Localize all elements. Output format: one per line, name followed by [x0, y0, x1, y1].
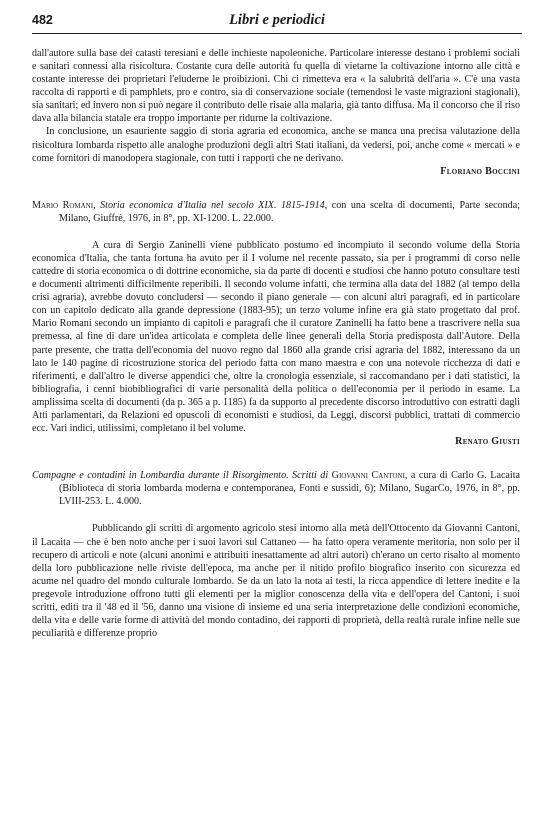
- review3-text: Pubblicando gli scritti di argomento agricolo stesi intorno alla metà dell'Ottocento da Giovanni Cantoni, il Lacaita — che è ben noto anche per i suoi lavori sul Cattaneo — ha fatto opera veramente meritoria, non solo per il recupero di articoli e note (alcuni anonimi e attribuiti inesattamente ad altri autori) ch'erano un certo risalto al momento della loro pubblicazione nelle riviste dell'epoca, ma anche per il nitido profilo biografico inserito con sicurezza ed acume nel quadro del mondo culturale lombardo. Se da un lato la nota ai testi, la ricca appendice di lettere inedite e la pregevole introduzione offrono tutti gli elementi per la miglior conoscenza della vita e dell'opera del Cantoni, i suoi scritti, editi tra il '48 ed il '56, danno una visione di insieme ed una seria interpretazione delle condizioni economiche, della vita e delle varie forme di attività del mondo contadino, dei rapporti di proprietà, della realtà rurale infine nelle sue peculiarità e differenze proprio: [32, 523, 520, 640]
- running-head: [32, 13, 522, 34]
- review1-continuation: dall'autore sulla base dei catasti teresiani e delle inchieste napoleoniche. Particolare interesse destano i problemi sociali e sanitari connessi alla risicoltura. Costante cura delle autorità fu quella di vietarne la coltivazione intorno alle città e costante interesse dei proprietari l'eluderne le proibizioni. Chi ci rimetteva era « la salubrità dell'aria ». C'è una vasta raccolta di rapporti e di pamphlets, pro e contro, sia di conservazione sociale (temendosi le vaste migrazioni stagionali), sia sanitari; ed invero non si può negare il contributo delle risaie alla malaria, già tanto diffusa. Ma il concorso che il riso dava alla bilancia statale era troppo importante per ridurne la coltivazione.: [32, 48, 520, 125]
- review2-author: Mario Romani: [32, 199, 94, 211]
- review2-title: Storia economica d'Italia nel secolo XIX. 1815-1914: [100, 199, 325, 211]
- page-number: 482: [32, 13, 53, 27]
- review3-bibliography: [32, 469, 520, 508]
- review3-author: Giovanni Cantoni: [331, 470, 405, 482]
- review1-signature: Floriano Boccini: [440, 165, 520, 177]
- review1-conclusion: In conclusione, un esauriente saggio di storia agraria ed economica, anche se manca una precisa valutazione della risicoltura lombarda rispetto alle analoghe produzioni degli altri Stati italiani, da vedersi, poi, anche come « mercati » e come fornitori di manodopera stagionale, con tutti i rapporti che ne derivano.: [32, 126, 520, 164]
- review2-signature: Renato Giusti: [455, 436, 520, 448]
- review2-bibliography: Mario Romani, Storia economica d'Italia nel secolo XIX. 1815-1914, con una scelta di documenti, Parte seconda; Milano, Giuffrè, 1976, in 8°, pp. XI-1200. L. 22.000.: [32, 199, 521, 224]
- review3-title: Campagne e contadini in Lombardia durante il Risorgimento. Scritti di: [32, 470, 329, 482]
- review3-details: , a cura di Carlo G. Lacaita (Biblioteca di storia lombarda moderna e contemporanea, Fonti e sussidi, 6); Milano, SugarCo, 1976, in 8°, pp. LVIII-253. L. 4.000.: [59, 470, 520, 508]
- review2-text: A cura di Sergio Zaninelli viene pubblicato postumo ed incompiuto il secondo volume della Storia economica d'Italia, che tanta fortuna ha avuto per il I volume nel recente passato, sia per i programmi di corso nelle cattedre di storia economica o di dottrine economiche, sia da parte di docenti e studiosi che hanno potuto consultare testi e documenti altrimenti difficilmente reperibili. Il secondo volume infatti, che termina alla data del 1882 (al tempo della crisi agraria), avrebbe dovuto concludersi — secondo il piano generale — con alcuni altri paragrafi, ed in particolare con un capitolo dedicato alla grande depressione (1883-95); un terzo volume infine era già stato progettato dal prof. Mario Romani secondo un impianto di capitoli e paragrafi che il curatore Zaninelli ha fatto bene a trascrivere nella sua premessa, al fine di dare un'idea articolata e completa delle linee generali della Storia predisposta dall'Autore. Della parte presente, che tratta dell'economia del nuovo regno dal 1860 alla grande crisi agraria del 1882, interessano da un lato le 140 pagine di ricostruzione storica del periodo fatta con mano maestra e con una notevole ricchezza di dati e riferimenti, e dall'altro le diverse appendici che, oltre la cronologia essenziale, si raccomandano per i dati statistici, la bibliografia, i cenni biobibliografici di varie personalità della politica o dell'economia per il periodo in esame. La amplissima scelta di documenti (da p. 365 a p. 1185) fa da supporto al precedente discorso introduttivo con estratti dagli Atti parlamentari, da Relazioni ed opuscoli di economisti e studiosi, da Leggi, discorsi pubblici, trattati di commercio ecc. Vari indici, utilissimi, completano il bel volume.: [32, 239, 520, 435]
- page-body: [32, 47, 520, 640]
- journal-title: Libri e periodici: [229, 12, 325, 28]
- review2-details: , con una scelta di documenti, Parte seconda; Milano, Giuffrè, 1976, in 8°, pp. XI-1200. L. 22.000.: [59, 199, 521, 224]
